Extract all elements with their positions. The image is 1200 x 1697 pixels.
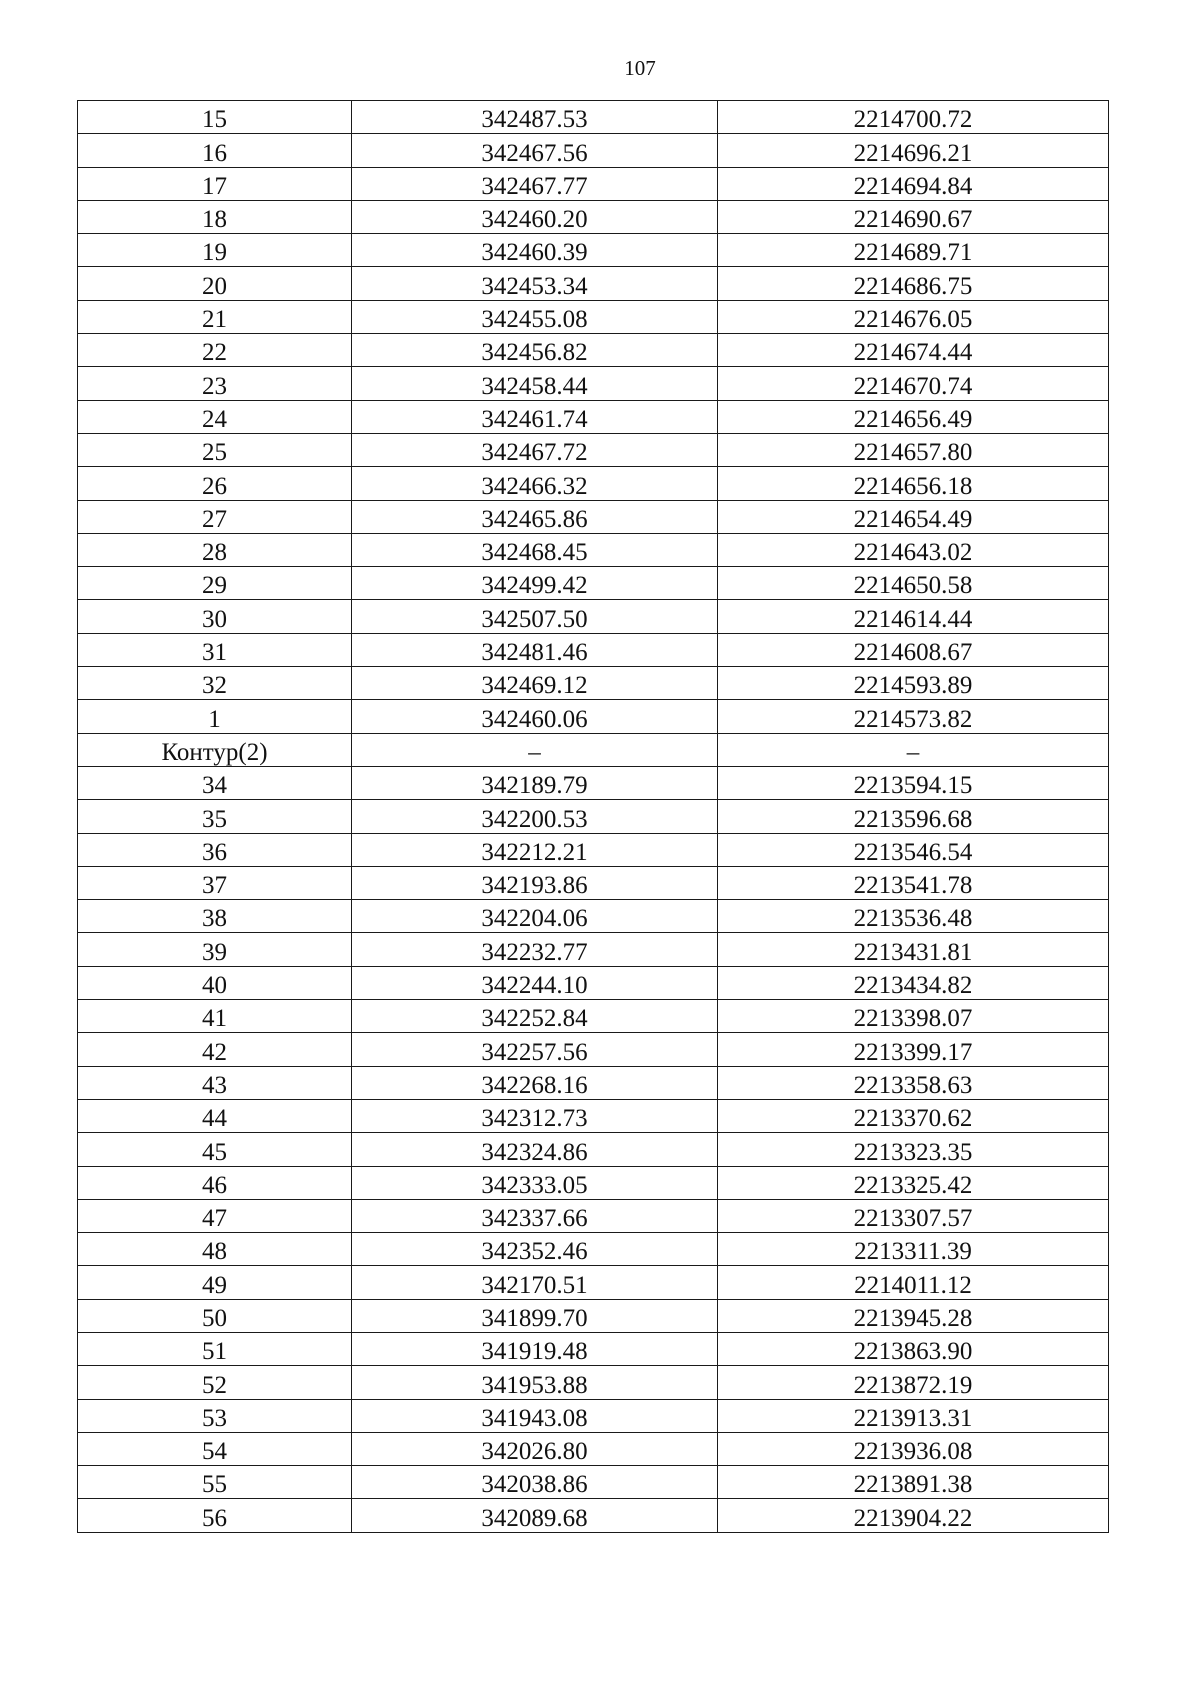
point-number-cell: 56 [78,1499,352,1532]
y-coordinate-cell: 2214614.44 [718,600,1109,633]
point-number-cell: 38 [78,900,352,933]
table-row [78,800,1109,833]
y-coordinate-cell: 2213541.78 [718,866,1109,899]
x-coordinate-cell: 342465.86 [352,500,718,533]
point-number-cell: 17 [78,167,352,200]
y-coordinate-cell: 2214694.84 [718,167,1109,200]
point-number-cell: 48 [78,1233,352,1266]
y-coordinate-cell: 2213431.81 [718,933,1109,966]
y-coordinate-cell: 2213872.19 [718,1366,1109,1399]
x-coordinate-cell: 342089.68 [352,1499,718,1532]
point-number-cell: 52 [78,1366,352,1399]
table-row [78,134,1109,167]
point-number-cell: 45 [78,1133,352,1166]
y-coordinate-cell: 2213904.22 [718,1499,1109,1532]
point-number-cell: 21 [78,300,352,333]
y-coordinate-cell: 2213370.62 [718,1099,1109,1132]
y-coordinate-cell: 2213594.15 [718,766,1109,799]
x-coordinate-cell: 341943.08 [352,1399,718,1432]
y-coordinate-cell: 2214656.49 [718,400,1109,433]
point-number-cell: 50 [78,1299,352,1332]
table-row [78,433,1109,466]
point-number-cell: 27 [78,500,352,533]
y-coordinate-cell: 2213399.17 [718,1033,1109,1066]
point-number-cell: 37 [78,866,352,899]
table-row [78,733,1109,766]
x-coordinate-cell: 342204.06 [352,900,718,933]
x-coordinate-cell: 342232.77 [352,933,718,966]
point-number-cell: 44 [78,1099,352,1132]
point-number-cell: 30 [78,600,352,633]
y-coordinate-cell: 2214689.71 [718,234,1109,267]
x-coordinate-cell: 342189.79 [352,766,718,799]
x-coordinate-cell: 342244.10 [352,966,718,999]
y-coordinate-cell: 2214656.18 [718,467,1109,500]
table-row [78,1033,1109,1066]
point-number-cell: 32 [78,667,352,700]
point-number-cell: 35 [78,800,352,833]
y-coordinate-cell: 2213398.07 [718,1000,1109,1033]
y-coordinate-cell: – [718,733,1109,766]
y-coordinate-cell: 2214670.74 [718,367,1109,400]
point-number-cell: 34 [78,766,352,799]
point-number-cell: 28 [78,533,352,566]
x-coordinate-cell: 342487.53 [352,101,718,134]
point-number-cell: 43 [78,1066,352,1099]
x-coordinate-cell: 342200.53 [352,800,718,833]
x-coordinate-cell: 342170.51 [352,1266,718,1299]
x-coordinate-cell: 342312.73 [352,1099,718,1132]
table-row [78,200,1109,233]
table-row [78,367,1109,400]
y-coordinate-cell: 2214650.58 [718,567,1109,600]
table-row [78,966,1109,999]
y-coordinate-cell: 2214573.82 [718,700,1109,733]
y-coordinate-cell: 2213863.90 [718,1332,1109,1365]
point-number-cell: 47 [78,1199,352,1232]
x-coordinate-cell: 342337.66 [352,1199,718,1232]
y-coordinate-cell: 2214593.89 [718,667,1109,700]
x-coordinate-cell: 342324.86 [352,1133,718,1166]
x-coordinate-cell: 342257.56 [352,1033,718,1066]
table-row [78,866,1109,899]
table-row [78,1399,1109,1432]
x-coordinate-cell: 342455.08 [352,300,718,333]
table-row [78,500,1109,533]
point-number-cell: 51 [78,1332,352,1365]
point-number-cell: 55 [78,1466,352,1499]
y-coordinate-cell: 2213536.48 [718,900,1109,933]
x-coordinate-cell: 342507.50 [352,600,718,633]
table-row [78,1166,1109,1199]
table-row [78,1266,1109,1299]
x-coordinate-cell: 342468.45 [352,533,718,566]
y-coordinate-cell: 2213596.68 [718,800,1109,833]
y-coordinate-cell: 2213891.38 [718,1466,1109,1499]
y-coordinate-cell: 2214676.05 [718,300,1109,333]
table-row [78,101,1109,134]
table-row [78,533,1109,566]
x-coordinate-cell: 341899.70 [352,1299,718,1332]
point-number-cell: 20 [78,267,352,300]
table-row [78,933,1109,966]
table-row [78,300,1109,333]
table-row [78,234,1109,267]
table-row [78,1366,1109,1399]
point-number-cell: 15 [78,101,352,134]
coordinates-table-body [78,101,1109,1533]
table-row [78,600,1109,633]
point-number-cell: 39 [78,933,352,966]
table-row [78,1066,1109,1099]
table-row [78,467,1109,500]
point-number-cell: 16 [78,134,352,167]
y-coordinate-cell: 2213945.28 [718,1299,1109,1332]
x-coordinate-cell: 342252.84 [352,1000,718,1033]
x-coordinate-cell: 341919.48 [352,1332,718,1365]
y-coordinate-cell: 2214696.21 [718,134,1109,167]
x-coordinate-cell: 342460.39 [352,234,718,267]
point-number-cell: 46 [78,1166,352,1199]
y-coordinate-cell: 2213311.39 [718,1233,1109,1266]
x-coordinate-cell: 342467.56 [352,134,718,167]
y-coordinate-cell: 2214690.67 [718,200,1109,233]
point-number-cell: 49 [78,1266,352,1299]
x-coordinate-cell: 342193.86 [352,866,718,899]
x-coordinate-cell: 342499.42 [352,567,718,600]
point-number-cell: 31 [78,633,352,666]
point-number-cell: 19 [78,234,352,267]
point-number-cell: 29 [78,567,352,600]
y-coordinate-cell: 2213358.63 [718,1066,1109,1099]
table-row [78,833,1109,866]
point-number-cell: Контур(2) [78,733,352,766]
point-number-cell: 42 [78,1033,352,1066]
table-row [78,700,1109,733]
table-row [78,1133,1109,1166]
point-number-cell: 41 [78,1000,352,1033]
point-number-cell: 36 [78,833,352,866]
x-coordinate-cell: 342469.12 [352,667,718,700]
x-coordinate-cell: 342026.80 [352,1432,718,1465]
point-number-cell: 26 [78,467,352,500]
y-coordinate-cell: 2214657.80 [718,433,1109,466]
y-coordinate-cell: 2213913.31 [718,1399,1109,1432]
table-row [78,400,1109,433]
point-number-cell: 1 [78,700,352,733]
x-coordinate-cell: 342268.16 [352,1066,718,1099]
coordinates-table [77,100,1109,1533]
point-number-cell: 54 [78,1432,352,1465]
x-coordinate-cell: 342466.32 [352,467,718,500]
table-row [78,167,1109,200]
y-coordinate-cell: 2214011.12 [718,1266,1109,1299]
table-row [78,334,1109,367]
table-row [78,633,1109,666]
table-row [78,900,1109,933]
y-coordinate-cell: 2213325.42 [718,1166,1109,1199]
y-coordinate-cell: 2214608.67 [718,633,1109,666]
table-row [78,667,1109,700]
table-row [78,1299,1109,1332]
x-coordinate-cell: 342212.21 [352,833,718,866]
y-coordinate-cell: 2213936.08 [718,1432,1109,1465]
x-coordinate-cell: 342467.77 [352,167,718,200]
y-coordinate-cell: 2214674.44 [718,334,1109,367]
point-number-cell: 40 [78,966,352,999]
point-number-cell: 23 [78,367,352,400]
table-row [78,1432,1109,1465]
point-number-cell: 25 [78,433,352,466]
x-coordinate-cell: 342038.86 [352,1466,718,1499]
x-coordinate-cell: 342460.06 [352,700,718,733]
table-row [78,267,1109,300]
y-coordinate-cell: 2214654.49 [718,500,1109,533]
page-number: 107 [624,56,656,80]
y-coordinate-cell: 2213434.82 [718,966,1109,999]
x-coordinate-cell: 342456.82 [352,334,718,367]
point-number-cell: 22 [78,334,352,367]
table-row [78,567,1109,600]
y-coordinate-cell: 2214700.72 [718,101,1109,134]
x-coordinate-cell: 342453.34 [352,267,718,300]
table-row [78,1233,1109,1266]
table-row [78,766,1109,799]
point-number-cell: 53 [78,1399,352,1432]
x-coordinate-cell: 342467.72 [352,433,718,466]
table-row [78,1000,1109,1033]
x-coordinate-cell: 342458.44 [352,367,718,400]
x-coordinate-cell: 342460.20 [352,200,718,233]
x-coordinate-cell: 341953.88 [352,1366,718,1399]
x-coordinate-cell: 342481.46 [352,633,718,666]
y-coordinate-cell: 2214643.02 [718,533,1109,566]
table-row [78,1332,1109,1365]
x-coordinate-cell: 342461.74 [352,400,718,433]
x-coordinate-cell: 342333.05 [352,1166,718,1199]
table-row [78,1499,1109,1532]
table-row [78,1466,1109,1499]
x-coordinate-cell: 342352.46 [352,1233,718,1266]
table-row [78,1199,1109,1232]
table-row [78,1099,1109,1132]
point-number-cell: 24 [78,400,352,433]
y-coordinate-cell: 2213307.57 [718,1199,1109,1232]
x-coordinate-cell: – [352,733,718,766]
y-coordinate-cell: 2213323.35 [718,1133,1109,1166]
y-coordinate-cell: 2214686.75 [718,267,1109,300]
point-number-cell: 18 [78,200,352,233]
y-coordinate-cell: 2213546.54 [718,833,1109,866]
